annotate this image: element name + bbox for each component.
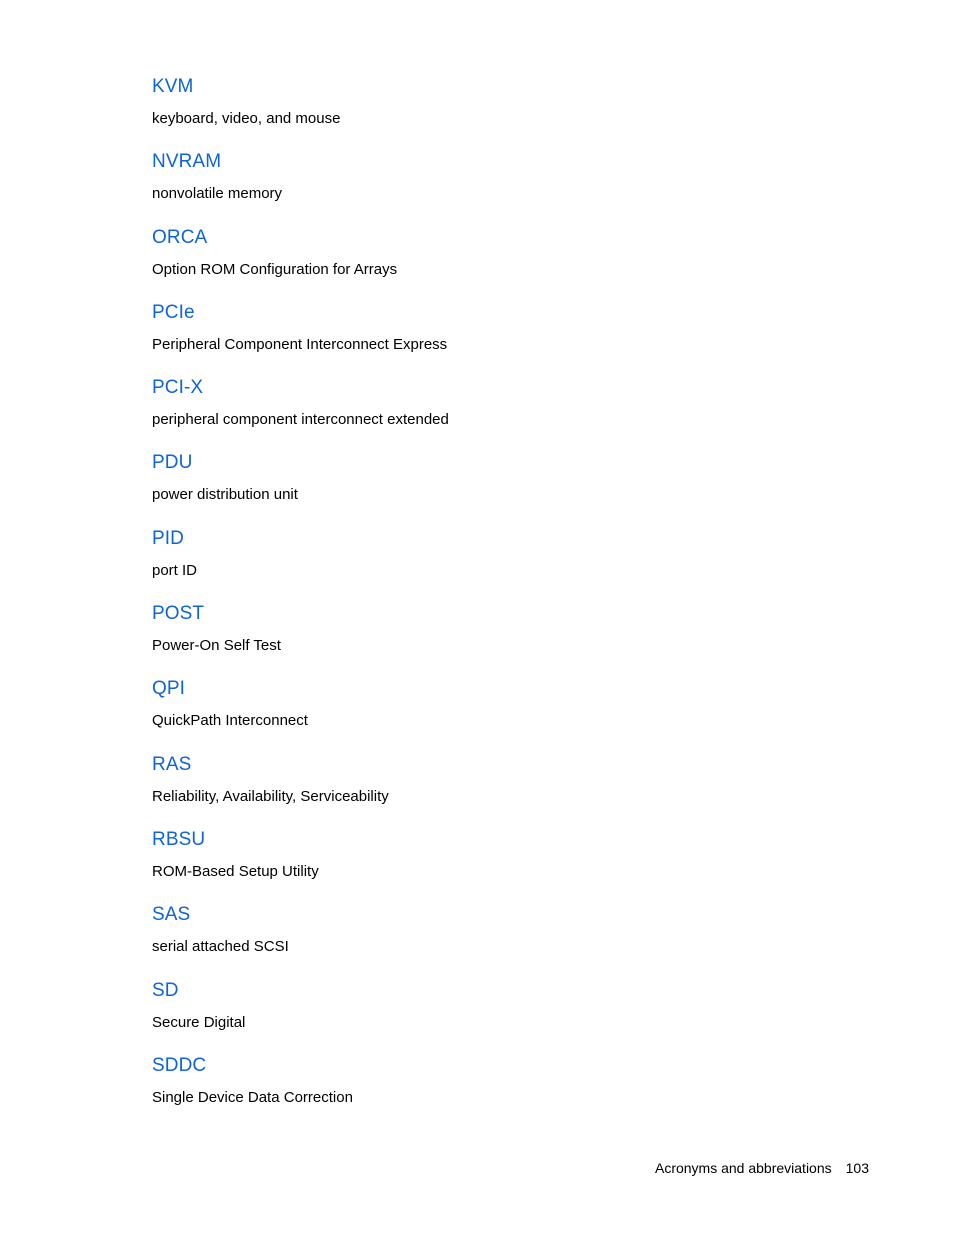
glossary-entry <box>152 300 852 375</box>
glossary-entry <box>152 450 852 525</box>
glossary-entry <box>152 827 852 902</box>
glossary-definition: QuickPath Interconnect <box>152 712 308 730</box>
glossary-definition: Option ROM Configuration for Arrays <box>152 260 398 278</box>
glossary-definition: nonvolatile memory <box>152 185 283 203</box>
glossary-entry <box>152 752 852 827</box>
glossary-term[interactable]: QPI <box>152 678 186 700</box>
glossary-term[interactable]: RAS <box>152 753 192 775</box>
glossary-entry <box>152 526 852 601</box>
glossary-entry <box>152 375 852 450</box>
glossary-definition: ROM-Based Setup Utility <box>152 862 319 880</box>
glossary-term[interactable]: PCIe <box>152 301 195 323</box>
glossary-term[interactable]: SAS <box>152 904 191 926</box>
glossary-definition: power distribution unit <box>152 486 298 504</box>
glossary-definition: port ID <box>152 561 198 579</box>
glossary-definition: peripheral component interconnect extended <box>152 411 449 429</box>
glossary-definition: Single Device Data Correction <box>152 1088 353 1106</box>
glossary-term[interactable]: SDDC <box>152 1054 207 1076</box>
page-footer <box>655 1158 869 1178</box>
glossary-term[interactable]: POST <box>152 603 205 625</box>
glossary-entry <box>152 601 852 676</box>
page-number: 103 <box>845 1160 869 1176</box>
glossary-entry <box>152 978 852 1053</box>
glossary-entry <box>152 74 852 149</box>
glossary-entry <box>152 149 852 224</box>
glossary-term[interactable]: KVM <box>152 76 194 97</box>
glossary-term[interactable]: PCI-X <box>152 377 204 399</box>
glossary-list <box>152 74 852 1128</box>
glossary-term[interactable]: PID <box>152 527 184 549</box>
glossary-definition: serial attached SCSI <box>152 938 289 956</box>
glossary-entry <box>152 1053 852 1128</box>
glossary-term[interactable]: PDU <box>152 452 193 474</box>
glossary-term[interactable]: RBSU <box>152 828 206 850</box>
glossary-term[interactable]: NVRAM <box>152 151 222 173</box>
footer-section-title: Acronyms and abbreviations <box>654 1160 832 1176</box>
glossary-entry <box>152 225 852 300</box>
glossary-definition: Reliability, Availability, Serviceability <box>152 787 389 805</box>
glossary-entry <box>152 902 852 977</box>
glossary-term[interactable]: SD <box>152 979 179 1001</box>
glossary-definition: Peripheral Component Interconnect Express <box>152 335 448 353</box>
glossary-term[interactable]: ORCA <box>152 226 208 248</box>
glossary-definition: keyboard, video, and mouse <box>152 110 341 127</box>
glossary-entry <box>152 676 852 751</box>
glossary-definition: Secure Digital <box>152 1013 246 1031</box>
glossary-definition: Power-On Self Test <box>152 637 281 655</box>
